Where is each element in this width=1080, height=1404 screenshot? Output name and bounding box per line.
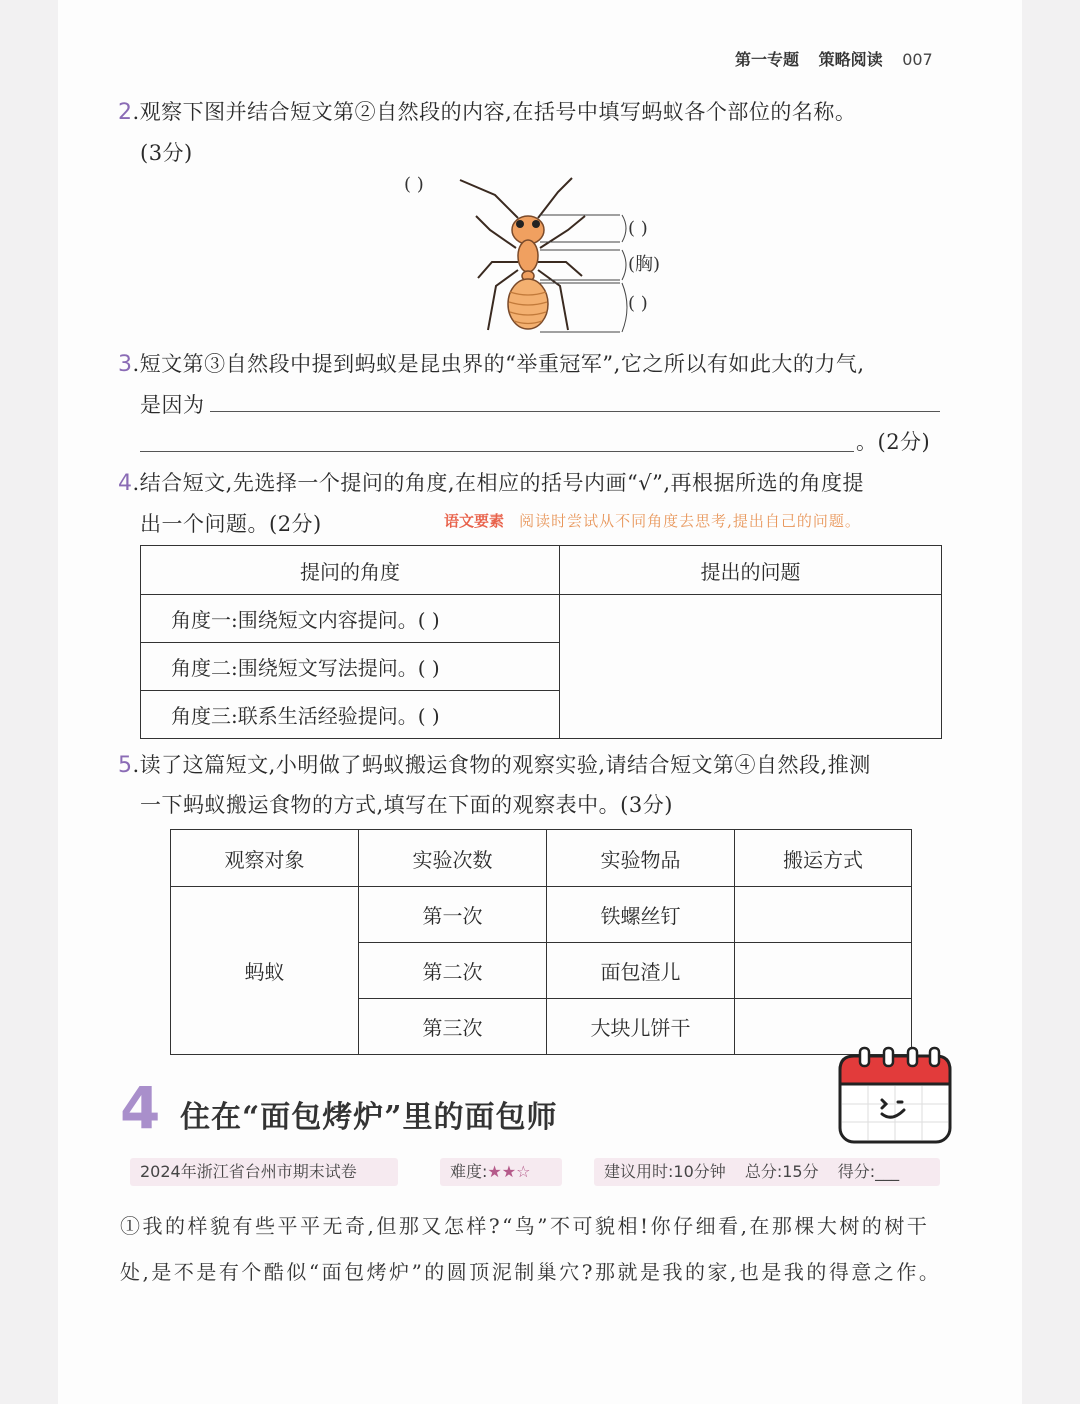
trial-cell: 第一次	[359, 887, 547, 943]
question-5-line2: 一下蚂蚁搬运食物的方式,填写在下面的观察表中。(3分)	[140, 793, 673, 817]
page-header	[735, 47, 933, 70]
trial-cell: 第三次	[359, 999, 547, 1055]
answer-line[interactable]	[210, 411, 940, 412]
method-answer-cell[interactable]	[735, 943, 912, 999]
method-answer-cell[interactable]	[735, 887, 912, 943]
question-number: 2	[118, 100, 133, 125]
table-header: 搬运方式	[735, 830, 912, 887]
question-2	[118, 96, 856, 126]
question-3-score: 。(2分)	[856, 430, 931, 454]
table-header: 实验次数	[359, 830, 547, 887]
question-3	[118, 348, 865, 378]
page-number: 007	[902, 50, 933, 69]
label-thorax: (胸)	[628, 254, 661, 275]
question-5	[118, 749, 871, 779]
section-title: 住在“面包烤炉”里的面包师	[180, 1100, 558, 1135]
angle-table	[140, 545, 942, 739]
table-header: 提问的角度	[141, 546, 560, 595]
question-answer-cell[interactable]	[560, 595, 942, 739]
score-field[interactable]: 得分:___	[837, 1162, 900, 1181]
table-header: 提出的问题	[560, 546, 942, 595]
subject-cell: 蚂蚁	[171, 887, 359, 1055]
section-label: 第一专题	[735, 50, 800, 69]
label-top: ( )	[404, 174, 424, 195]
question-3-line2: 是因为	[140, 393, 205, 417]
question-number: 3	[118, 352, 133, 377]
question-text: .短文第③自然段中提到蚂蚁是昆虫界的“举重冠军”,它之所以有如此大的力气,	[132, 352, 865, 376]
label-head: ( )	[628, 218, 648, 239]
source-badge: 2024年浙江省台州市期末试卷	[130, 1158, 398, 1186]
item-cell: 面包渣儿	[547, 943, 735, 999]
topic-label: 策略阅读	[818, 50, 883, 69]
item-cell: 铁螺丝钉	[547, 887, 735, 943]
suggested-time: 建议用时:10分钟	[604, 1162, 726, 1181]
calendar-icon	[834, 1046, 958, 1150]
question-2-score: (3分)	[140, 141, 193, 165]
table-header: 实验物品	[547, 830, 735, 887]
table-row[interactable]: 角度三:联系生活经验提问。( )	[141, 691, 560, 739]
question-4	[118, 467, 864, 497]
question-text: .结合短文,先选择一个提问的角度,在相应的括号内画“√”,再根据所选的角度提	[132, 471, 865, 495]
question-text: .读了这篇短文,小明做了蚂蚁搬运食物的观察实验,请结合短文第④自然段,推测	[132, 753, 871, 777]
question-number: 4	[118, 471, 133, 496]
table-header: 观察对象	[171, 830, 359, 887]
tip-note: 阅读时尝试从不同角度去思考,提出自己的问题。	[519, 512, 861, 530]
difficulty-label: 难度:	[450, 1162, 488, 1181]
total-score: 总分:15分	[744, 1162, 819, 1181]
label-abdomen: ( )	[628, 293, 648, 314]
answer-line[interactable]	[140, 451, 854, 452]
observation-table	[170, 829, 912, 1055]
table-row[interactable]: 角度二:围绕短文写法提问。( )	[141, 643, 560, 691]
tip-box	[444, 510, 861, 531]
trial-cell: 第二次	[359, 943, 547, 999]
passage-paragraph-1: ①我的样貌有些平平无奇,但那又怎样?“鸟”不可貌相!你仔细看,在那棵大树的树干处,是不是有个酷似“面包烤炉”的圆顶泥制巢穴?那就是我的家,也是我的得意之作。	[120, 1214, 942, 1284]
time-score-badge	[594, 1158, 940, 1186]
difficulty-badge	[440, 1158, 562, 1186]
question-4-line2: 出一个问题。(2分)	[140, 512, 322, 536]
item-cell: 大块儿饼干	[547, 999, 735, 1055]
question-number: 5	[118, 753, 133, 778]
question-text: .观察下图并结合短文第②自然段的内容,在括号中填写蚂蚁各个部位的名称。	[132, 100, 857, 124]
table-row[interactable]: 角度一:围绕短文内容提问。( )	[141, 595, 560, 643]
star-rating-icon: ★★☆	[487, 1162, 531, 1181]
tip-tag: 语文要素	[444, 512, 505, 530]
section-number: 4	[120, 1074, 161, 1142]
